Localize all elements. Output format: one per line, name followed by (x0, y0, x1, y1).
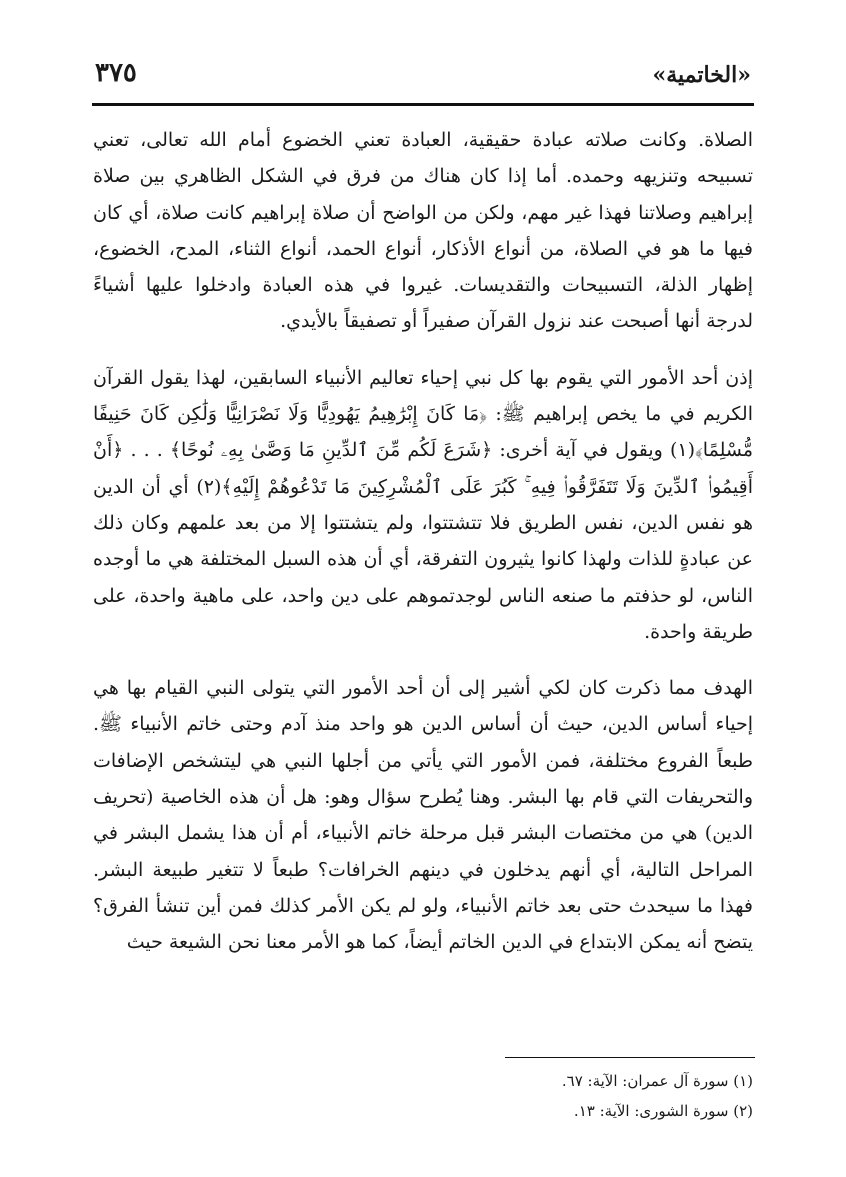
footnote-2: (٢) سورة الشورى: الآية: ١٣. (573, 1102, 753, 1120)
paragraph-1: الصلاة. وكانت صلاته عبادة حقيقية، العبادة تعني الخضوع أمام الله تعالى، تعني تسبيحه وتنزيهه وحمده. أما إذا كان هناك من فرق في الشكل الظاهري بين صلاة إبراهيم وصلاتنا فهذا غير مهم، ولكن من الواضح أن صلاة إبراهيم كانت صلاة، أي كان فيها ما هو في الصلاة، من أنواع الأذكار، أنواع الحمد، أنواع الثناء، المدح، الخضوع، إظهار الذلة، التسبيحات والتقديسات. غيروا في هذه العبادة وادخلوا عليها أشياءً لدرجة أنها أصبحت عند نزول القرآن صفيراً أو تصفيقاً بالأيدي. (93, 129, 753, 333)
chapter-title: «الخاتمية» (652, 62, 751, 88)
page-body (93, 122, 753, 961)
page-header (95, 58, 751, 94)
footnote-rule (505, 1057, 755, 1058)
footnotes (93, 1066, 753, 1126)
paragraph-3: الهدف مما ذكرت كان لكي أشير إلى أن أحد الأمور التي يتولى النبي القيام بها هي إحياء أساس الدين، حيث أن أساس الدين هو واحد منذ آدم وحتى خاتم الأنبياء ﷺ. طبعاً الفروع مختلفة، فمن الأمور التي يأتي من أجلها النبي هي ليتشخص الإضافات والتحريفات التي قام بها البشر. وهنا يُطرح سؤال وهو: هل أن هذه الخاصية (تحريف الدين) هي من مختصات البشر قبل مرحلة خاتم الأنبياء، أم أن هذا يشمل البشر في المراحل التالية، أي أنهم يدخلون في دينهم الخرافات؟ طبعاً لا تتغير طبيعة البشر. فهذا ما سيحدث حتى بعد خاتم الأنبياء، ولو لم يكن الأمر كذلك فمن أين تنشأ الفرق؟ يتضح أنه يمكن الابتداع في الدين الخاتم أيضاً، كما هو الأمر معنا نحن الشيعة حيث (93, 677, 753, 954)
header-rule (92, 103, 754, 106)
paragraph-2: إذن أحد الأمور التي يقوم بها كل نبي إحياء تعاليم الأنبياء السابقين، لهذا يقول القرآن الكريم في ما يخص إبراهيم ﷺ: ﴿مَا كَانَ إِبْرَٰهِيمُ يَهُودِيًّا وَلَا نَصْرَانِيًّا وَلَٰكِن كَانَ حَنِيفًا مُّسْلِمًا﴾(١) ويقول في آية أخرى: ﴿شَرَعَ لَكُم مِّنَ ٱلدِّينِ مَا وَصَّىٰ بِهِۦ نُوحًا﴾ . . . ﴿أَنْ أَقِيمُوا۟ ٱلدِّينَ وَلَا تَتَفَرَّقُوا۟ فِيهِ ۚ كَبُرَ عَلَى ٱلْمُشْرِكِينَ مَا تَدْعُوهُمْ إِلَيْهِ﴾(٢) أي أن الدين هو نفس الدين، نفس الطريق فلا تتشتتوا، ولم يتشتتوا إلا من بعد علمهم وكان ذلك عن عبادةٍ للذات ولهذا كانوا يثيرون التفرقة، أي أن هذه السبل المختلفة هي ما أوجده الناس، لو حذفتم ما صنعه الناس لوجدتموهم على دين واحد، على ماهية واحدة، على طريقة واحدة. (93, 366, 753, 643)
footnote-1: (١) سورة آل عمران: الآية: ٦٧. (561, 1072, 753, 1090)
page-number: ٣٧٥ (95, 58, 137, 88)
